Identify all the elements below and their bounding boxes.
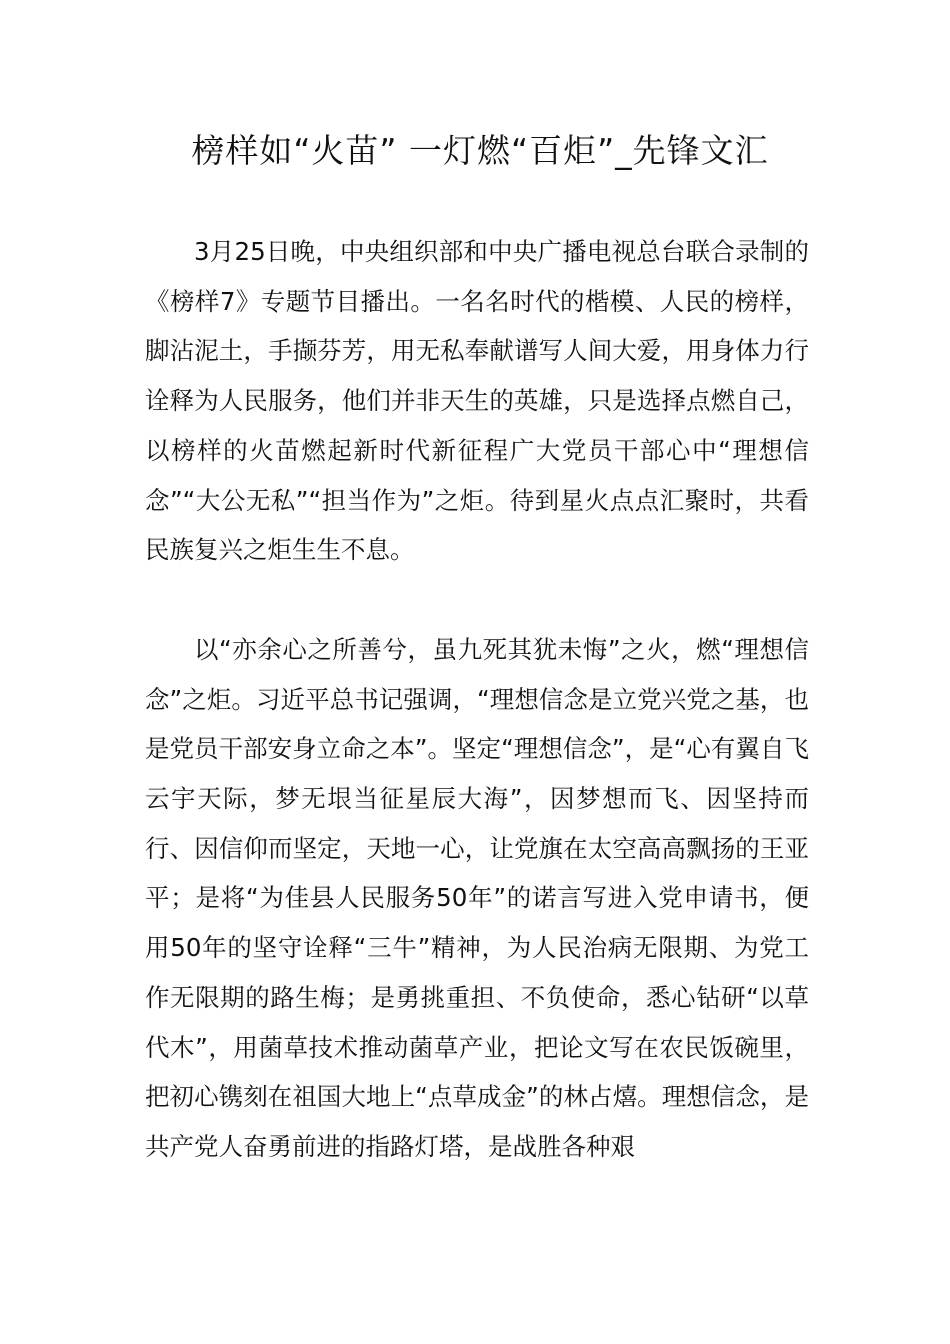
paragraph-intro: 3月25日晚，中央组织部和中央广播电视总台联合录制的《榜样7》专题节目播出。一名名时代的楷模、人民的榜样，脚沾泥土，手撷芬芳，用无私奉献谱写人间大爱，用身体力行诠释为人民服务，他们并非天生的英雄，只是选择点燃自己，以榜样的火苗燃起新时代新征程广大党员干部心中“理想信念”“大公无私”“担当作为”之炬。待到星火点点汇聚时，共看民族复兴之炬生生不息。 [145, 237, 809, 565]
paragraph-spacer [145, 575, 809, 625]
document-title: 榜样如“火苗” 一灯燃“百炬”_先锋文汇 [191, 131, 769, 170]
document-body [145, 227, 809, 1172]
paragraph-ideals: 以“亦余心之所善兮，虽九死其犹未悔”之火，燃“理想信念”之炬。习近平总书记强调，“理想信念是立党兴党之基，也是党员干部安身立命之本”。坚定“理想信念”，是“心有翼自飞云宇天际，梦无垠当征星辰大海”，因梦想而飞、因坚持而行、因信仰而坚定，天地一心，让党旗在太空高高飘扬的王亚平；是将“为佳县人民服务50年”的诺言写进入党申请书，便用50年的坚守诠释“三牛”精神，为人民治病无限期、为党工作无限期的路生梅；是勇挑重担、不负使命，悉心钻研“以草代木”，用菌草技术推动菌草产业，把论文写在农民饭碗里，把初心镌刻在祖国大地上“点草成金”的林占熺。理想信念，是共产党人奋勇前进的指路灯塔，是战胜各种艰 [145, 634, 809, 1161]
